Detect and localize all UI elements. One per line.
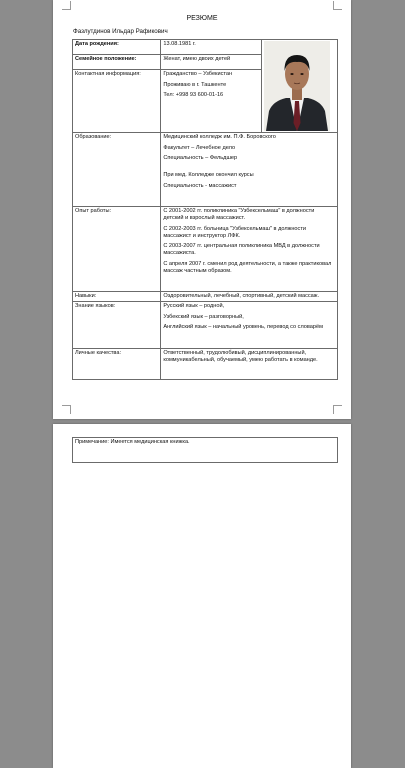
margin-marker xyxy=(62,1,71,10)
citizenship-line: Гражданство – Узбекистан xyxy=(163,71,233,77)
experience-value xyxy=(161,207,338,292)
table-row xyxy=(73,40,338,55)
portrait-image xyxy=(264,41,330,131)
language-line: Английский язык – начальный уровень, перевод со словарём xyxy=(163,324,323,330)
table-row xyxy=(73,292,338,302)
education-label: Образование: xyxy=(73,133,161,207)
education-line: Медицинский колледж им. П.Ф. Боровского xyxy=(163,134,276,140)
experience-line: С 2002-2003 гг. больница "Узбексельмаш" в должности массажист и инструктор ЛФК. xyxy=(163,225,307,239)
contact-value xyxy=(161,70,262,133)
education-line: Специальность - массажист xyxy=(163,182,237,189)
language-line: Узбекский язык – разговорный, xyxy=(163,313,244,320)
table-row xyxy=(73,133,338,207)
dob-label: Дата рождения: xyxy=(73,40,161,55)
qualities-value: Ответственный, трудолюбивый, дисциплинированный, коммуникабельный, обучаемый, умею работать в команде. xyxy=(161,349,338,380)
skills-value: Оздоровительный, лечебный, спортивный, детский массаж. xyxy=(161,292,338,302)
table-row xyxy=(73,349,338,380)
note-table xyxy=(72,437,338,463)
languages-label: Знание языков: xyxy=(73,302,161,349)
photo-cell xyxy=(261,40,337,133)
table-row xyxy=(73,207,338,292)
resume-table xyxy=(72,39,338,380)
qualities-label: Личные качества: xyxy=(73,349,161,380)
experience-line: С 2001-2002 гг. поликлиника "Узбексельмаш" в должности детский и взрослый массажист. xyxy=(163,208,315,221)
margin-marker xyxy=(333,405,342,414)
margin-marker xyxy=(62,405,71,414)
contact-label: Контактная информация: xyxy=(73,70,161,133)
phone-line: Тел: +998 93 600-01-16 xyxy=(163,92,224,98)
document-page-2 xyxy=(53,424,351,768)
skills-label: Навыки: xyxy=(73,292,161,302)
education-line: Специальность – Фельдшер xyxy=(163,155,238,161)
candidate-photo xyxy=(264,41,330,131)
resume-title: РЕЗЮМЕ xyxy=(186,15,218,22)
education-line: При мед. Колледже окончил курсы xyxy=(163,172,254,178)
dob-value: 13.08.1981 г. xyxy=(161,40,262,55)
language-line: Русский язык – родной, xyxy=(163,303,225,309)
experience-line: С 2003-2007 гг. центральная поликлиника МВД в должности массажиста. xyxy=(163,243,320,256)
family-value: Женат, имею двоих детей xyxy=(161,55,262,70)
education-value xyxy=(161,133,338,207)
table-row xyxy=(73,438,338,463)
table-row xyxy=(73,302,338,349)
education-line: Факультет – Лечебное дело xyxy=(163,144,236,151)
margin-marker xyxy=(333,1,342,10)
document-page-1 xyxy=(53,0,351,419)
family-label: Семейное положение: xyxy=(73,55,161,70)
candidate-name: Фазлутдинов Ильдар Рафикович xyxy=(73,28,168,35)
residence-line: Проживаю в г. Ташкенте xyxy=(163,81,227,88)
languages-value xyxy=(161,302,338,349)
experience-line: С апреля 2007 г. сменил род деятельности, а также практиковал массаж частным образом. xyxy=(163,260,332,274)
note-text: Примечание: Имеется медицинская книжка. xyxy=(73,438,338,463)
experience-label: Опыт работы: xyxy=(73,207,161,292)
